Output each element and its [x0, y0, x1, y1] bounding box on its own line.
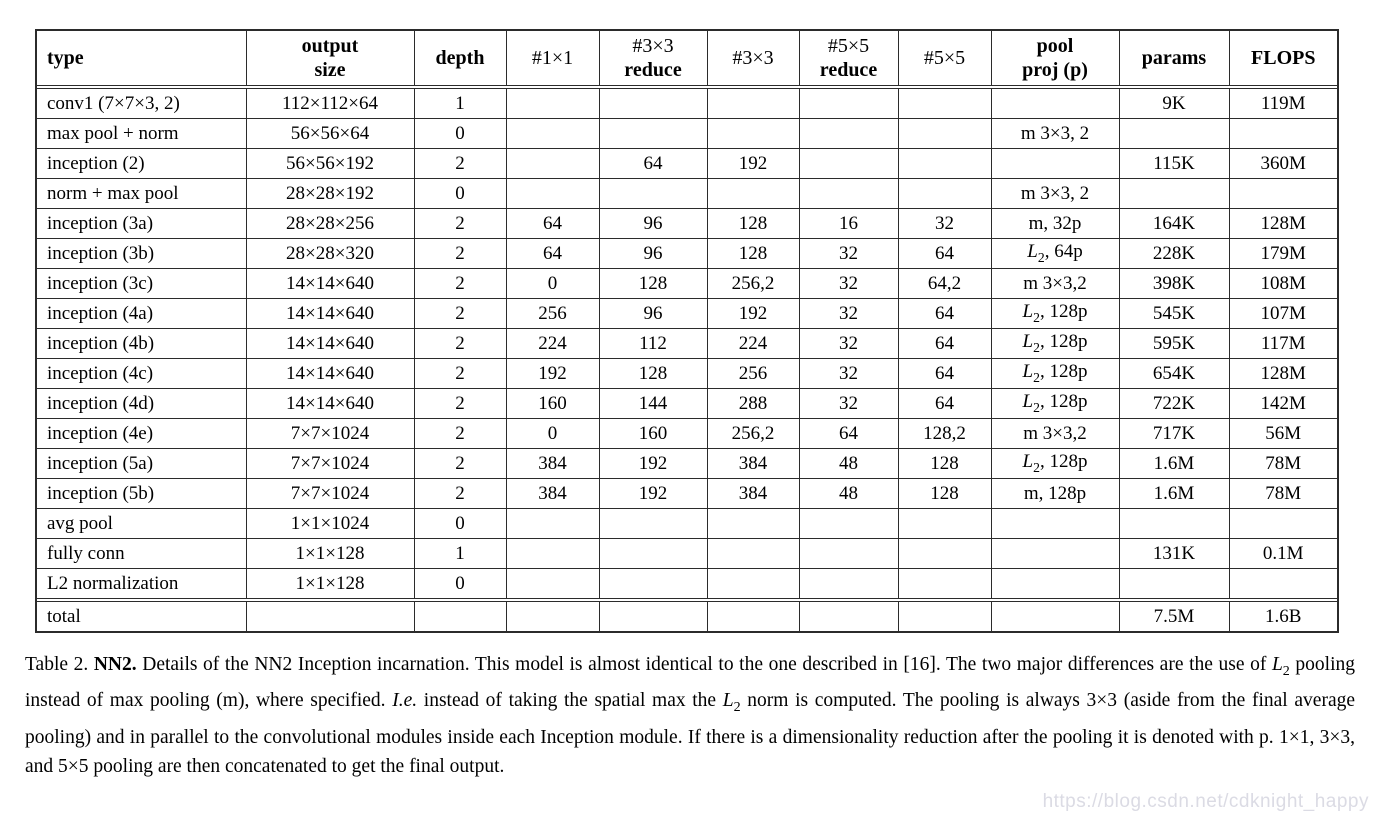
table-row — [36, 539, 1338, 569]
l2-symbol: L — [1022, 331, 1034, 353]
table-cell-n1x1: 224 — [506, 329, 599, 359]
l2-symbol: L — [1022, 391, 1034, 413]
table-cell-pool-proj — [991, 89, 1119, 119]
column-header-depth: depth — [414, 30, 506, 86]
table-cell-n3x3: 384 — [707, 479, 799, 509]
table-cell-params: 717K — [1119, 419, 1229, 449]
table-cell-n3x3-reduce: 96 — [599, 239, 707, 269]
table-cell-pool-proj — [991, 149, 1119, 179]
table-cell-n3x3: 256 — [707, 359, 799, 389]
table-row — [36, 389, 1338, 419]
table-cell-depth: 0 — [414, 179, 506, 209]
table-cell-n3x3-reduce — [599, 119, 707, 149]
table-cell-type: inception (4b) — [36, 329, 246, 359]
table-cell-output-size: 112×112×64 — [246, 89, 414, 119]
table-cell-flops: 128M — [1229, 209, 1338, 239]
table-cell-pool-proj — [991, 602, 1119, 633]
table-row — [36, 239, 1338, 269]
table-cell-output-size: 14×14×640 — [246, 359, 414, 389]
table-row — [36, 89, 1338, 119]
column-header-n1x1: #1×1 — [506, 30, 599, 86]
table-cell-params: 164K — [1119, 209, 1229, 239]
table-cell-depth: 2 — [414, 389, 506, 419]
table-cell-flops: 179M — [1229, 239, 1338, 269]
table-cell-n5x5: 64 — [898, 359, 991, 389]
table-cell-n1x1 — [506, 509, 599, 539]
column-header-pool-proj: pool proj (p) — [991, 30, 1119, 86]
table-cell-n1x1 — [506, 602, 599, 633]
table-cell-n3x3 — [707, 569, 799, 599]
column-header-params: params — [1119, 30, 1229, 86]
table-cell-n5x5 — [898, 569, 991, 599]
column-header-n5x5: #5×5 — [898, 30, 991, 86]
table-cell-params: 654K — [1119, 359, 1229, 389]
table-cell-n5x5: 32 — [898, 209, 991, 239]
table-cell-n1x1: 384 — [506, 449, 599, 479]
table-cell-output-size — [246, 602, 414, 633]
table-cell-n3x3 — [707, 539, 799, 569]
table-cell-n5x5-reduce: 48 — [799, 449, 898, 479]
table-cell-n3x3-reduce: 96 — [599, 299, 707, 329]
table-cell-n3x3-reduce: 192 — [599, 449, 707, 479]
l2-symbol: L — [1022, 361, 1034, 383]
table-cell-n5x5-reduce — [799, 509, 898, 539]
header-row — [36, 30, 1338, 86]
table-cell-params: 131K — [1119, 539, 1229, 569]
table-cell-flops: 119M — [1229, 89, 1338, 119]
l2-symbol: L — [1022, 451, 1034, 473]
table-row — [36, 149, 1338, 179]
table-cell-params: 595K — [1119, 329, 1229, 359]
table-cell-params — [1119, 509, 1229, 539]
table-cell-output-size: 1×1×128 — [246, 539, 414, 569]
table-cell-pool-proj: m 3×3,2 — [991, 269, 1119, 299]
table-cell-n5x5-reduce: 48 — [799, 479, 898, 509]
table-cell-n5x5-reduce — [799, 539, 898, 569]
table-cell-depth: 0 — [414, 509, 506, 539]
table-cell-pool-proj: m, 32p — [991, 209, 1119, 239]
table-row — [36, 479, 1338, 509]
table-cell-n5x5 — [898, 539, 991, 569]
table-cell-depth: 0 — [414, 119, 506, 149]
table-cell-n5x5: 128 — [898, 449, 991, 479]
table-cell-n5x5 — [898, 509, 991, 539]
table-cell-flops — [1229, 179, 1338, 209]
table-row — [36, 299, 1338, 329]
table-cell-params: 228K — [1119, 239, 1229, 269]
table-cell-n1x1: 192 — [506, 359, 599, 389]
l2-symbol: L — [1027, 241, 1038, 263]
table-cell-pool-proj: m 3×3, 2 — [991, 119, 1119, 149]
table-cell-n3x3: 384 — [707, 449, 799, 479]
table-cell-n1x1 — [506, 119, 599, 149]
table-cell-n3x3: 256,2 — [707, 419, 799, 449]
table-cell-pool-proj: m 3×3, 2 — [991, 179, 1119, 209]
table-cell-type: inception (4c) — [36, 359, 246, 389]
table-caption: Table 2. NN2. Details of the NN2 Inception incarnation. This model is almost identical to the one described in [16]. The two major differences are the use of $L_2$ pooling instead of max pooling (m), where specified. I.e. instead of taking the spatial max the $L_2$ norm is computed. The pooling is always 3×3 (aside from the final average pooling) and in parallel to the convolutional modules inside each Inception module. If there is a dimensionality reduction after the pooling it is denoted with p. 1×1, 3×3, and 5×5 pooling are then concatenated to get the final output. — [25, 654, 1356, 778]
table-cell-type: inception (4e) — [36, 419, 246, 449]
table-cell-type: inception (4a) — [36, 299, 246, 329]
table-cell-flops: 1.6B — [1229, 602, 1338, 633]
table-row — [36, 359, 1338, 389]
table-row — [36, 209, 1338, 239]
table-cell-pool-proj — [991, 539, 1119, 569]
table-cell-depth: 1 — [414, 89, 506, 119]
table-cell-n5x5-reduce — [799, 602, 898, 633]
table-row — [36, 509, 1338, 539]
table-cell-n1x1 — [506, 539, 599, 569]
table-cell-flops: 78M — [1229, 479, 1338, 509]
l2-symbol: $L_2$ — [1271, 654, 1290, 679]
table-cell-params: 115K — [1119, 149, 1229, 179]
table-cell-n5x5 — [898, 602, 991, 633]
table-cell-n3x3 — [707, 509, 799, 539]
table-cell-depth: 2 — [414, 209, 506, 239]
table-cell-output-size: 14×14×640 — [246, 269, 414, 299]
table-cell-n3x3-reduce — [599, 569, 707, 599]
table-cell-n5x5-reduce: 16 — [799, 209, 898, 239]
table-cell-pool-proj: $L_2$, 64p — [991, 239, 1119, 269]
table-cell-n3x3-reduce: 64 — [599, 149, 707, 179]
table-cell-n5x5-reduce — [799, 119, 898, 149]
table-cell-n5x5: 64 — [898, 329, 991, 359]
table-cell-flops: 108M — [1229, 269, 1338, 299]
table-cell-n3x3-reduce: 160 — [599, 419, 707, 449]
table-cell-params: 398K — [1119, 269, 1229, 299]
table-cell-pool-proj: $L_2$, 128p — [991, 389, 1119, 419]
table-cell-output-size: 28×28×256 — [246, 209, 414, 239]
table-cell-type: total — [36, 602, 246, 633]
table-cell-n1x1 — [506, 89, 599, 119]
table-body — [36, 86, 1338, 633]
table-cell-depth: 1 — [414, 539, 506, 569]
table-cell-depth: 2 — [414, 449, 506, 479]
table-cell-pool-proj: $L_2$, 128p — [991, 299, 1119, 329]
table-cell-depth: 2 — [414, 299, 506, 329]
l2-symbol: L — [1022, 301, 1034, 323]
table-cell-n3x3-reduce — [599, 602, 707, 633]
table-cell-n5x5-reduce: 32 — [799, 329, 898, 359]
table-cell-n5x5-reduce: 32 — [799, 239, 898, 269]
table-cell-n3x3 — [707, 119, 799, 149]
table-cell-params: 7.5M — [1119, 602, 1229, 633]
l2-symbol: $L_2$ — [722, 690, 741, 716]
table-cell-n1x1 — [506, 179, 599, 209]
table-cell-depth: 2 — [414, 269, 506, 299]
table-cell-pool-proj — [991, 509, 1119, 539]
table-cell-params: 1.6M — [1119, 479, 1229, 509]
table-cell-n1x1: 0 — [506, 419, 599, 449]
table-cell-n1x1 — [506, 569, 599, 599]
table-cell-n3x3-reduce: 128 — [599, 269, 707, 299]
table-cell-n5x5-reduce: 32 — [799, 269, 898, 299]
table-cell-n3x3-reduce — [599, 509, 707, 539]
table-cell-n5x5: 64,2 — [898, 269, 991, 299]
table-cell-flops: 56M — [1229, 419, 1338, 449]
table-cell-pool-proj: $L_2$, 128p — [991, 359, 1119, 389]
table-cell-output-size: 28×28×192 — [246, 179, 414, 209]
column-header-n5x5-reduce: #5×5 reduce — [799, 30, 898, 86]
table-cell-output-size: 7×7×1024 — [246, 419, 414, 449]
table-cell-type: inception (3c) — [36, 269, 246, 299]
table-cell-n1x1 — [506, 149, 599, 179]
table-cell-n3x3-reduce — [599, 179, 707, 209]
table-cell-type: inception (2) — [36, 149, 246, 179]
watermark-text: https://blog.csdn.net/cdknight_happy — [1042, 791, 1369, 812]
table-cell-type: inception (4d) — [36, 389, 246, 419]
table-cell-flops: 107M — [1229, 299, 1338, 329]
table-cell-depth: 2 — [414, 149, 506, 179]
column-header-n3x3-reduce: #3×3 reduce — [599, 30, 707, 86]
table-cell-depth: 2 — [414, 239, 506, 269]
table-cell-pool-proj — [991, 569, 1119, 599]
table-cell-n3x3 — [707, 602, 799, 633]
table-cell-output-size: 1×1×128 — [246, 569, 414, 599]
table-cell-output-size: 56×56×192 — [246, 149, 414, 179]
table-cell-n3x3-reduce: 144 — [599, 389, 707, 419]
table-cell-n5x5: 128,2 — [898, 419, 991, 449]
table-cell-pool-proj: m, 128p — [991, 479, 1119, 509]
table-cell-output-size: 14×14×640 — [246, 329, 414, 359]
table-cell-params: 722K — [1119, 389, 1229, 419]
table-row — [36, 119, 1338, 149]
table-row — [36, 449, 1338, 479]
table-cell-flops — [1229, 509, 1338, 539]
table-cell-depth — [414, 602, 506, 633]
table-cell-type: fully conn — [36, 539, 246, 569]
table-cell-params — [1119, 569, 1229, 599]
table-cell-flops: 142M — [1229, 389, 1338, 419]
table-cell-n5x5 — [898, 89, 991, 119]
table-cell-n3x3-reduce — [599, 539, 707, 569]
table-cell-n3x3-reduce: 128 — [599, 359, 707, 389]
table-cell-type: conv1 (7×7×3, 2) — [36, 89, 246, 119]
column-header-type: type — [36, 30, 246, 86]
table-cell-n5x5-reduce — [799, 179, 898, 209]
column-header-flops: FLOPS — [1229, 30, 1338, 86]
table-cell-n3x3: 224 — [707, 329, 799, 359]
table-cell-n1x1: 160 — [506, 389, 599, 419]
table-cell-type: inception (5b) — [36, 479, 246, 509]
table-cell-output-size: 28×28×320 — [246, 239, 414, 269]
table-cell-type: inception (5a) — [36, 449, 246, 479]
table-cell-n3x3: 128 — [707, 239, 799, 269]
table-cell-type: avg pool — [36, 509, 246, 539]
table-cell-n5x5-reduce — [799, 89, 898, 119]
table-cell-output-size: 14×14×640 — [246, 389, 414, 419]
table-cell-n3x3: 192 — [707, 149, 799, 179]
table-cell-n3x3-reduce — [599, 89, 707, 119]
table-row — [36, 329, 1338, 359]
table-cell-flops: 360M — [1229, 149, 1338, 179]
table-row — [36, 179, 1338, 209]
table-cell-depth: 2 — [414, 419, 506, 449]
table-cell-depth: 2 — [414, 479, 506, 509]
table-cell-n5x5: 64 — [898, 299, 991, 329]
table-cell-depth: 2 — [414, 359, 506, 389]
table-cell-output-size: 7×7×1024 — [246, 449, 414, 479]
table-cell-output-size: 1×1×1024 — [246, 509, 414, 539]
table-cell-n1x1: 0 — [506, 269, 599, 299]
table-cell-n5x5: 128 — [898, 479, 991, 509]
table-cell-n5x5-reduce — [799, 569, 898, 599]
table-cell-n3x3: 128 — [707, 209, 799, 239]
table-cell-n5x5 — [898, 119, 991, 149]
table-cell-flops: 128M — [1229, 359, 1338, 389]
table-cell-n5x5: 64 — [898, 239, 991, 269]
table-cell-n3x3: 256,2 — [707, 269, 799, 299]
table-cell-n1x1: 256 — [506, 299, 599, 329]
table-cell-n5x5-reduce: 32 — [799, 359, 898, 389]
table-cell-n5x5-reduce: 64 — [799, 419, 898, 449]
table-cell-output-size: 14×14×640 — [246, 299, 414, 329]
nn2-architecture-table — [35, 29, 1339, 633]
table-cell-n3x3-reduce: 112 — [599, 329, 707, 359]
table-row — [36, 269, 1338, 299]
table-cell-params — [1119, 179, 1229, 209]
table-cell-n5x5: 64 — [898, 389, 991, 419]
table-row — [36, 419, 1338, 449]
table-cell-n3x3 — [707, 89, 799, 119]
table-cell-n3x3-reduce: 192 — [599, 479, 707, 509]
table-cell-flops: 78M — [1229, 449, 1338, 479]
table-cell-params — [1119, 119, 1229, 149]
table-cell-flops: 0.1M — [1229, 539, 1338, 569]
table-header — [36, 30, 1338, 86]
table-cell-params: 545K — [1119, 299, 1229, 329]
table-cell-pool-proj: $L_2$, 128p — [991, 449, 1119, 479]
table-cell-n1x1: 384 — [506, 479, 599, 509]
table-cell-n5x5-reduce: 32 — [799, 389, 898, 419]
table-cell-n5x5-reduce: 32 — [799, 299, 898, 329]
table-cell-n5x5 — [898, 179, 991, 209]
table-row — [36, 569, 1338, 599]
table-cell-n3x3 — [707, 179, 799, 209]
table-cell-n3x3: 192 — [707, 299, 799, 329]
table-cell-output-size: 7×7×1024 — [246, 479, 414, 509]
table-cell-n3x3: 288 — [707, 389, 799, 419]
table-cell-depth: 2 — [414, 329, 506, 359]
table-cell-type: inception (3b) — [36, 239, 246, 269]
table-cell-pool-proj: m 3×3,2 — [991, 419, 1119, 449]
table-cell-params: 1.6M — [1119, 449, 1229, 479]
table-cell-flops — [1229, 569, 1338, 599]
table-cell-n3x3-reduce: 96 — [599, 209, 707, 239]
table-cell-flops: 117M — [1229, 329, 1338, 359]
table-cell-type: norm + max pool — [36, 179, 246, 209]
table-cell-params: 9K — [1119, 89, 1229, 119]
table-cell-depth: 0 — [414, 569, 506, 599]
table-cell-n5x5 — [898, 149, 991, 179]
table-cell-type: max pool + norm — [36, 119, 246, 149]
column-header-output-size: output size — [246, 30, 414, 86]
column-header-n3x3: #3×3 — [707, 30, 799, 86]
table-cell-n5x5-reduce — [799, 149, 898, 179]
table-cell-output-size: 56×56×64 — [246, 119, 414, 149]
table-cell-type: inception (3a) — [36, 209, 246, 239]
table-cell-type: L2 normalization — [36, 569, 246, 599]
table-cell-n1x1: 64 — [506, 239, 599, 269]
table-cell-pool-proj: $L_2$, 128p — [991, 329, 1119, 359]
table-total-row — [36, 602, 1338, 633]
table-cell-n1x1: 64 — [506, 209, 599, 239]
table-cell-flops — [1229, 119, 1338, 149]
